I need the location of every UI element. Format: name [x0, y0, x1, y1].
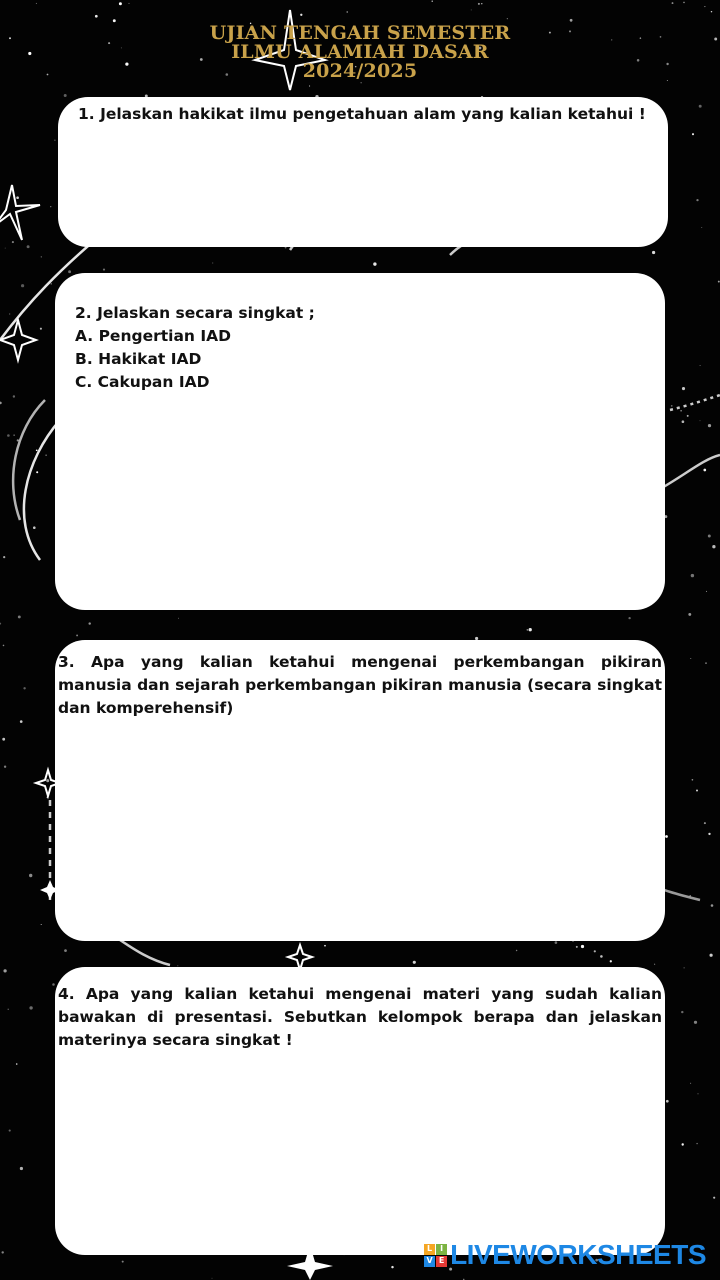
- star-dot: [682, 1143, 684, 1145]
- star-dot: [52, 983, 55, 986]
- star-dot: [711, 904, 714, 907]
- star-dot: [13, 395, 15, 397]
- star-dot: [16, 196, 19, 199]
- star-dot: [694, 1021, 697, 1024]
- star-dot: [700, 365, 701, 366]
- star-dot: [705, 662, 707, 664]
- star-dot: [347, 11, 348, 12]
- star-dot: [691, 574, 694, 577]
- star-dot: [581, 945, 584, 948]
- star-dot: [122, 1261, 124, 1263]
- star-dot: [76, 634, 78, 636]
- star-dot: [36, 471, 38, 473]
- star-dot: [36, 3, 37, 4]
- star-dot: [507, 18, 508, 19]
- star-dot: [20, 1167, 23, 1170]
- star-dot: [0, 623, 1, 625]
- star-dot: [309, 85, 310, 86]
- star-dot: [687, 415, 689, 417]
- star-dot: [29, 874, 32, 877]
- star-icon: [0, 320, 36, 360]
- star-dot: [14, 435, 15, 436]
- liveworksheets-brand[interactable]: [424, 1240, 706, 1270]
- logo-letter-e: E: [436, 1256, 447, 1267]
- star-dot: [570, 19, 573, 22]
- question-2-option-c: C. Cakupan IAD: [75, 373, 210, 391]
- star-dot: [20, 720, 23, 723]
- star-dot: [529, 628, 532, 631]
- star-dot: [690, 1083, 691, 1084]
- header-line-3: 2024/2025: [302, 60, 418, 82]
- star-dot: [682, 420, 685, 423]
- star-dot: [666, 1100, 669, 1103]
- star-dot: [712, 545, 715, 548]
- star-dot: [8, 1009, 9, 1010]
- star-dot: [64, 949, 67, 952]
- star-dot: [654, 964, 655, 965]
- star-dot: [50, 206, 51, 207]
- answer-4-input[interactable]: [75, 1062, 645, 1237]
- star-dot: [573, 941, 574, 942]
- question-2-option-a: A. Pengertian IAD: [75, 327, 231, 345]
- star-dot: [3, 556, 5, 558]
- star-dot: [700, 420, 701, 421]
- star-dot: [527, 629, 528, 630]
- star-dot: [324, 945, 326, 947]
- star-dot: [432, 1, 433, 2]
- star-dot: [555, 941, 558, 944]
- star-dot: [0, 402, 2, 405]
- star-dot: [681, 1011, 683, 1013]
- star-dot: [671, 405, 673, 407]
- star-dot: [652, 251, 655, 254]
- star-dot: [300, 14, 302, 16]
- star-dot: [113, 19, 116, 22]
- star-dot: [1, 1251, 3, 1253]
- star-dot: [704, 6, 705, 7]
- star-dot: [682, 387, 685, 390]
- star-dot: [683, 2, 685, 4]
- star-dot: [718, 281, 720, 283]
- question-1-card: [58, 97, 668, 247]
- star-dot: [212, 1278, 213, 1279]
- star-dot: [684, 967, 685, 968]
- star-dot: [594, 950, 596, 952]
- star-dot: [178, 618, 179, 619]
- star-dot: [27, 245, 30, 248]
- star-dot: [696, 199, 698, 201]
- star-dot: [21, 284, 24, 287]
- header-line-1: UJIAN TENGAH SEMESTER: [209, 22, 511, 44]
- star-dot: [481, 3, 482, 4]
- star-dot: [3, 645, 5, 647]
- star-dot: [9, 313, 10, 314]
- star-dot: [711, 11, 712, 12]
- star-dot: [3, 969, 6, 972]
- logo-letter-i: I: [436, 1244, 447, 1255]
- answer-1-input[interactable]: [78, 135, 648, 233]
- star-dot: [373, 262, 376, 265]
- question-2-option-b: B. Hakikat IAD: [75, 350, 202, 368]
- star-dot: [696, 789, 698, 791]
- question-2-line: 2. Jelaskan secara singkat ;: [75, 304, 315, 322]
- star-dot: [68, 270, 71, 273]
- star-dot: [391, 1266, 393, 1268]
- star-dot: [212, 263, 213, 264]
- star-dot: [692, 133, 694, 135]
- star-dot: [692, 779, 694, 781]
- star-dot: [23, 687, 25, 689]
- star-dot: [600, 955, 603, 958]
- logo-letter-l: L: [424, 1244, 435, 1255]
- logo-letter-v: V: [424, 1256, 435, 1267]
- star-dot: [699, 105, 702, 108]
- star-dot: [89, 622, 91, 624]
- star-dot: [361, 82, 362, 83]
- star-dot: [576, 946, 578, 948]
- question-2-card: [55, 273, 665, 610]
- star-dot: [708, 833, 710, 835]
- star-dot: [129, 3, 130, 4]
- star-dot: [54, 140, 55, 141]
- liveworksheets-text: LIVEWORKSHEETS: [450, 1239, 706, 1270]
- star-dot: [12, 241, 14, 243]
- star-dot: [713, 1197, 715, 1199]
- star-dot: [29, 1006, 32, 1009]
- star-dot: [698, 1094, 699, 1095]
- star-dot: [33, 526, 36, 529]
- star-dot: [5, 248, 6, 249]
- star-dot: [45, 455, 46, 456]
- star-dot: [704, 822, 706, 824]
- star-dot: [16, 1063, 18, 1065]
- star-dot: [471, 9, 472, 10]
- question-3-text: 3. Apa yang kalian ketahui mengenai perkembangan pikiran manusia dan sejarah perkembangan pikiran manusia (secara singkat dan komperehensif): [58, 653, 662, 717]
- star-dot: [690, 658, 691, 659]
- star-dot: [665, 835, 668, 838]
- star-dot: [680, 410, 682, 412]
- star-dot: [64, 94, 67, 97]
- star-dot: [51, 283, 52, 284]
- star-dot: [119, 2, 122, 5]
- star-dot: [2, 738, 5, 741]
- star-dot: [41, 924, 42, 925]
- question-4-card: [55, 967, 665, 1255]
- star-dot: [696, 1143, 697, 1144]
- star-dot: [413, 961, 416, 964]
- star-dot: [703, 469, 706, 472]
- star-dot: [41, 256, 42, 257]
- star-dot: [688, 613, 691, 616]
- question-2-text: [75, 302, 645, 394]
- star-dot: [708, 535, 711, 538]
- star-dot: [7, 434, 10, 437]
- question-1-text: 1. Jelaskan hakikat ilmu pengetahuan alam yang kalian ketahui !: [78, 105, 646, 123]
- exam-header: [0, 24, 720, 81]
- star-dot: [672, 2, 674, 4]
- header-line-2: ILMU ALAMIAH DASAR: [231, 41, 489, 63]
- star-dot: [701, 227, 702, 228]
- answer-2-input[interactable]: [75, 403, 645, 592]
- star-dot: [478, 3, 480, 5]
- star-dot: [103, 269, 105, 271]
- star-dot: [40, 328, 42, 330]
- star-dot: [710, 954, 713, 957]
- star-dot: [36, 449, 38, 451]
- star-icon: [0, 185, 40, 240]
- star-dot: [95, 15, 98, 18]
- star-dot: [9, 1130, 11, 1132]
- star-dot: [18, 615, 21, 618]
- answer-3-input[interactable]: [75, 730, 645, 923]
- star-dot: [708, 424, 711, 427]
- star-dot: [628, 617, 630, 619]
- star-dot: [610, 960, 612, 962]
- star-dot: [706, 591, 707, 592]
- star-dot: [4, 766, 6, 768]
- question-3-card: [55, 640, 665, 941]
- star-dot: [46, 779, 49, 782]
- liveworksheets-logo-icon: [424, 1244, 447, 1267]
- star-dot: [516, 950, 517, 951]
- question-4-text: 4. Apa yang kalian ketahui mengenai materi yang sudah kalian bawakan di presentasi. Sebutkan kelompok berapa dan jelaskan materinya secara singkat !: [58, 985, 662, 1049]
